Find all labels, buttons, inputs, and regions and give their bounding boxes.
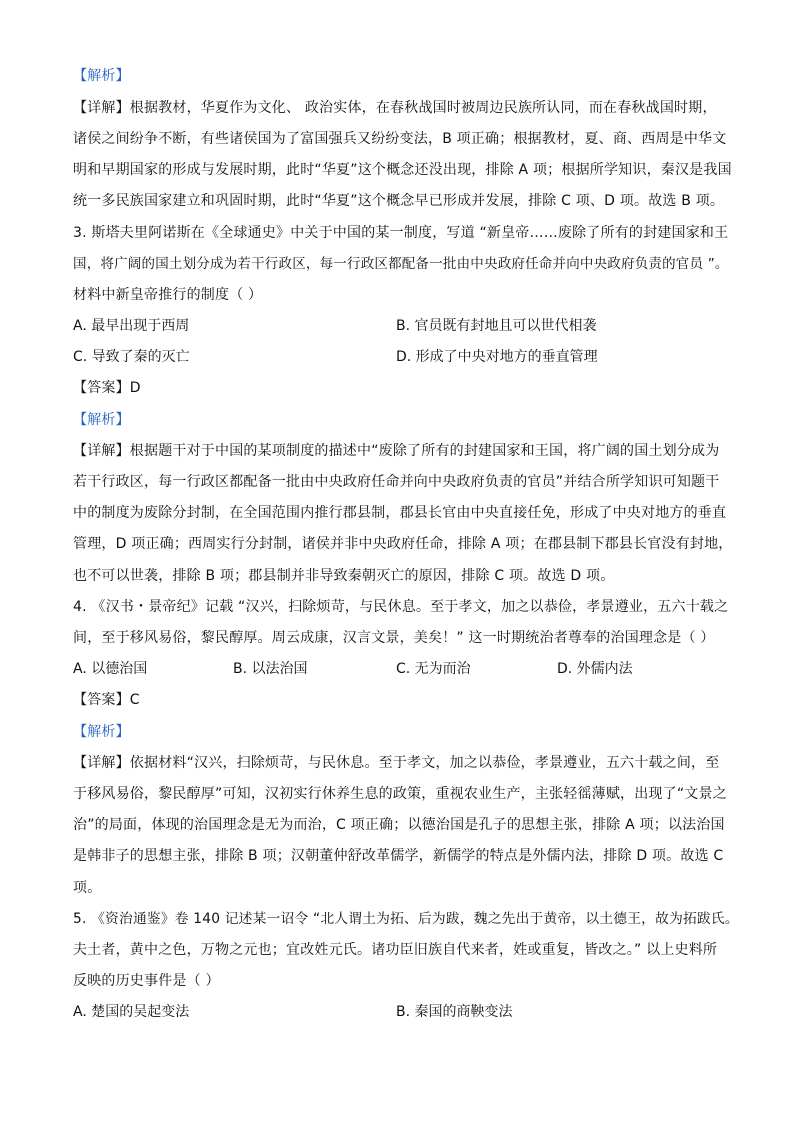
answer-label: 【答案】D	[73, 380, 141, 396]
option-a: A. 以德治国	[73, 661, 148, 677]
analysis-label: 【解析】	[73, 724, 130, 740]
question-stem: 5. 《资治通鉴》卷 140 记述某一诏令 “北人谓土为拓、后为跋，魏之先出于黄帝，以土德王，故为拓跋氏。	[73, 911, 739, 927]
detail-line: 统一多民族国家建立和巩固时期，此时“华夏”这个概念早已形成并发展，排除 C 项、D 项。故选 B 项。	[73, 193, 725, 209]
detail-line: 治”的局面，体现的治国理念是无为而治，C 项正确；以德治国是孔子的思想主张，排除 A 项；以法治国	[73, 817, 725, 833]
option-c: C. 无为而治	[396, 661, 471, 677]
detail-line: 若干行政区，每一行政区都配备一批由中央政府任命并向中央政府负责的官员”并结合所学知识可知题干	[73, 474, 720, 490]
question-stem: 国，将广阔的国土划分成为若干行政区，每一行政区都配备一批由中央政府任命并向中央政府负责的官员 ”。	[73, 256, 729, 272]
detail-line: 明和早期国家的形成与发展时期，此时“华夏”这个概念还没出现，排除 A 项；根据所学知识，秦汉是我国	[73, 162, 732, 178]
detail-line: 【详解】根据题干对于中国的某项制度的描述中“废除了所有的封建国家和王国，将广阔的国土划分成为	[73, 443, 720, 459]
answer-label: 【答案】C	[73, 692, 140, 708]
option-d: D. 外儒内法	[557, 661, 633, 677]
question-stem: 间，至于移风易俗，黎民醇厚。周云成康，汉言文景，美矣！” 这一时期统治者尊奉的治国理念是（ ）	[73, 630, 715, 646]
detail-line: 【详解】依据材料“汉兴，扫除烦苛，与民休息。至于孝文，加之以恭俭，孝景遵业，五六十载之间，至	[73, 755, 720, 771]
question-stem: 夫土者，黄中之色，万物之元也；宜改姓元氏。诸功臣旧族自代来者，姓或重复，皆改之。” 以上史料所	[73, 942, 718, 958]
option-b: B. 官员既有封地且可以世代相袭	[396, 318, 597, 334]
option-d: D. 形成了中央对地方的垂直管理	[396, 349, 598, 365]
option-a: A. 楚国的吴起变法	[73, 1004, 190, 1020]
option-c: C. 导致了秦的灭亡	[73, 349, 190, 365]
question-stem: 3. 斯塔夫里阿诺斯在《全球通史》中关于中国的某一制度，写道 “新皇帝……废除了所有的封建国家和王	[73, 225, 729, 241]
option-b: B. 秦国的商鞅变法	[396, 1004, 513, 1020]
detail-line: 诸侯之间纷争不断，有些诸侯国为了富国强兵又纷纷变法，B 项正确；根据教材，夏、商、西周是中华文	[73, 131, 727, 147]
analysis-label: 【解析】	[73, 68, 130, 84]
detail-line: 项。	[73, 880, 102, 896]
question-stem: 反映的历史事件是（ ）	[73, 973, 220, 989]
option-a: A. 最早出现于西周	[73, 318, 190, 334]
detail-line: 于移风易俗，黎民醇厚”可知，汉初实行休养生息的政策，重视农业生产，主张轻徭薄赋，出现了“文景之	[73, 786, 727, 802]
detail-line: 管理，D 项正确；西周实行分封制，诸侯并非中央政府任命，排除 A 项；在郡县制下郡县长官没有封地，	[73, 536, 733, 552]
detail-line: 中的制度为废除分封制，在全国范围内推行郡县制，郡县长官由中央直接任免，形成了中央对地方的垂直	[73, 505, 727, 521]
question-stem: 4. 《汉书・景帝纪》记载 “汉兴，扫除烦苛，与民休息。至于孝文，加之以恭俭，孝景遵业，五六十载之	[73, 599, 729, 615]
detail-line: 【详解】根据教材，华夏作为文化、 政治实体，在春秋战国时被周边民族所认同，而在春秋战国时期，	[73, 100, 717, 116]
analysis-label: 【解析】	[73, 412, 130, 428]
question-stem: 材料中新皇帝推行的制度（ ）	[73, 287, 263, 303]
detail-line: 是韩非子的思想主张，排除 B 项；汉朝董仲舒改革儒学，新儒学的特点是外儒内法，排除 D 项。故选 C	[73, 848, 724, 864]
detail-line: 也不可以世袭，排除 B 项；郡县制并非导致秦朝灭亡的原因，排除 C 项。故选 D 项。	[73, 568, 615, 584]
option-b: B. 以法治国	[233, 661, 308, 677]
